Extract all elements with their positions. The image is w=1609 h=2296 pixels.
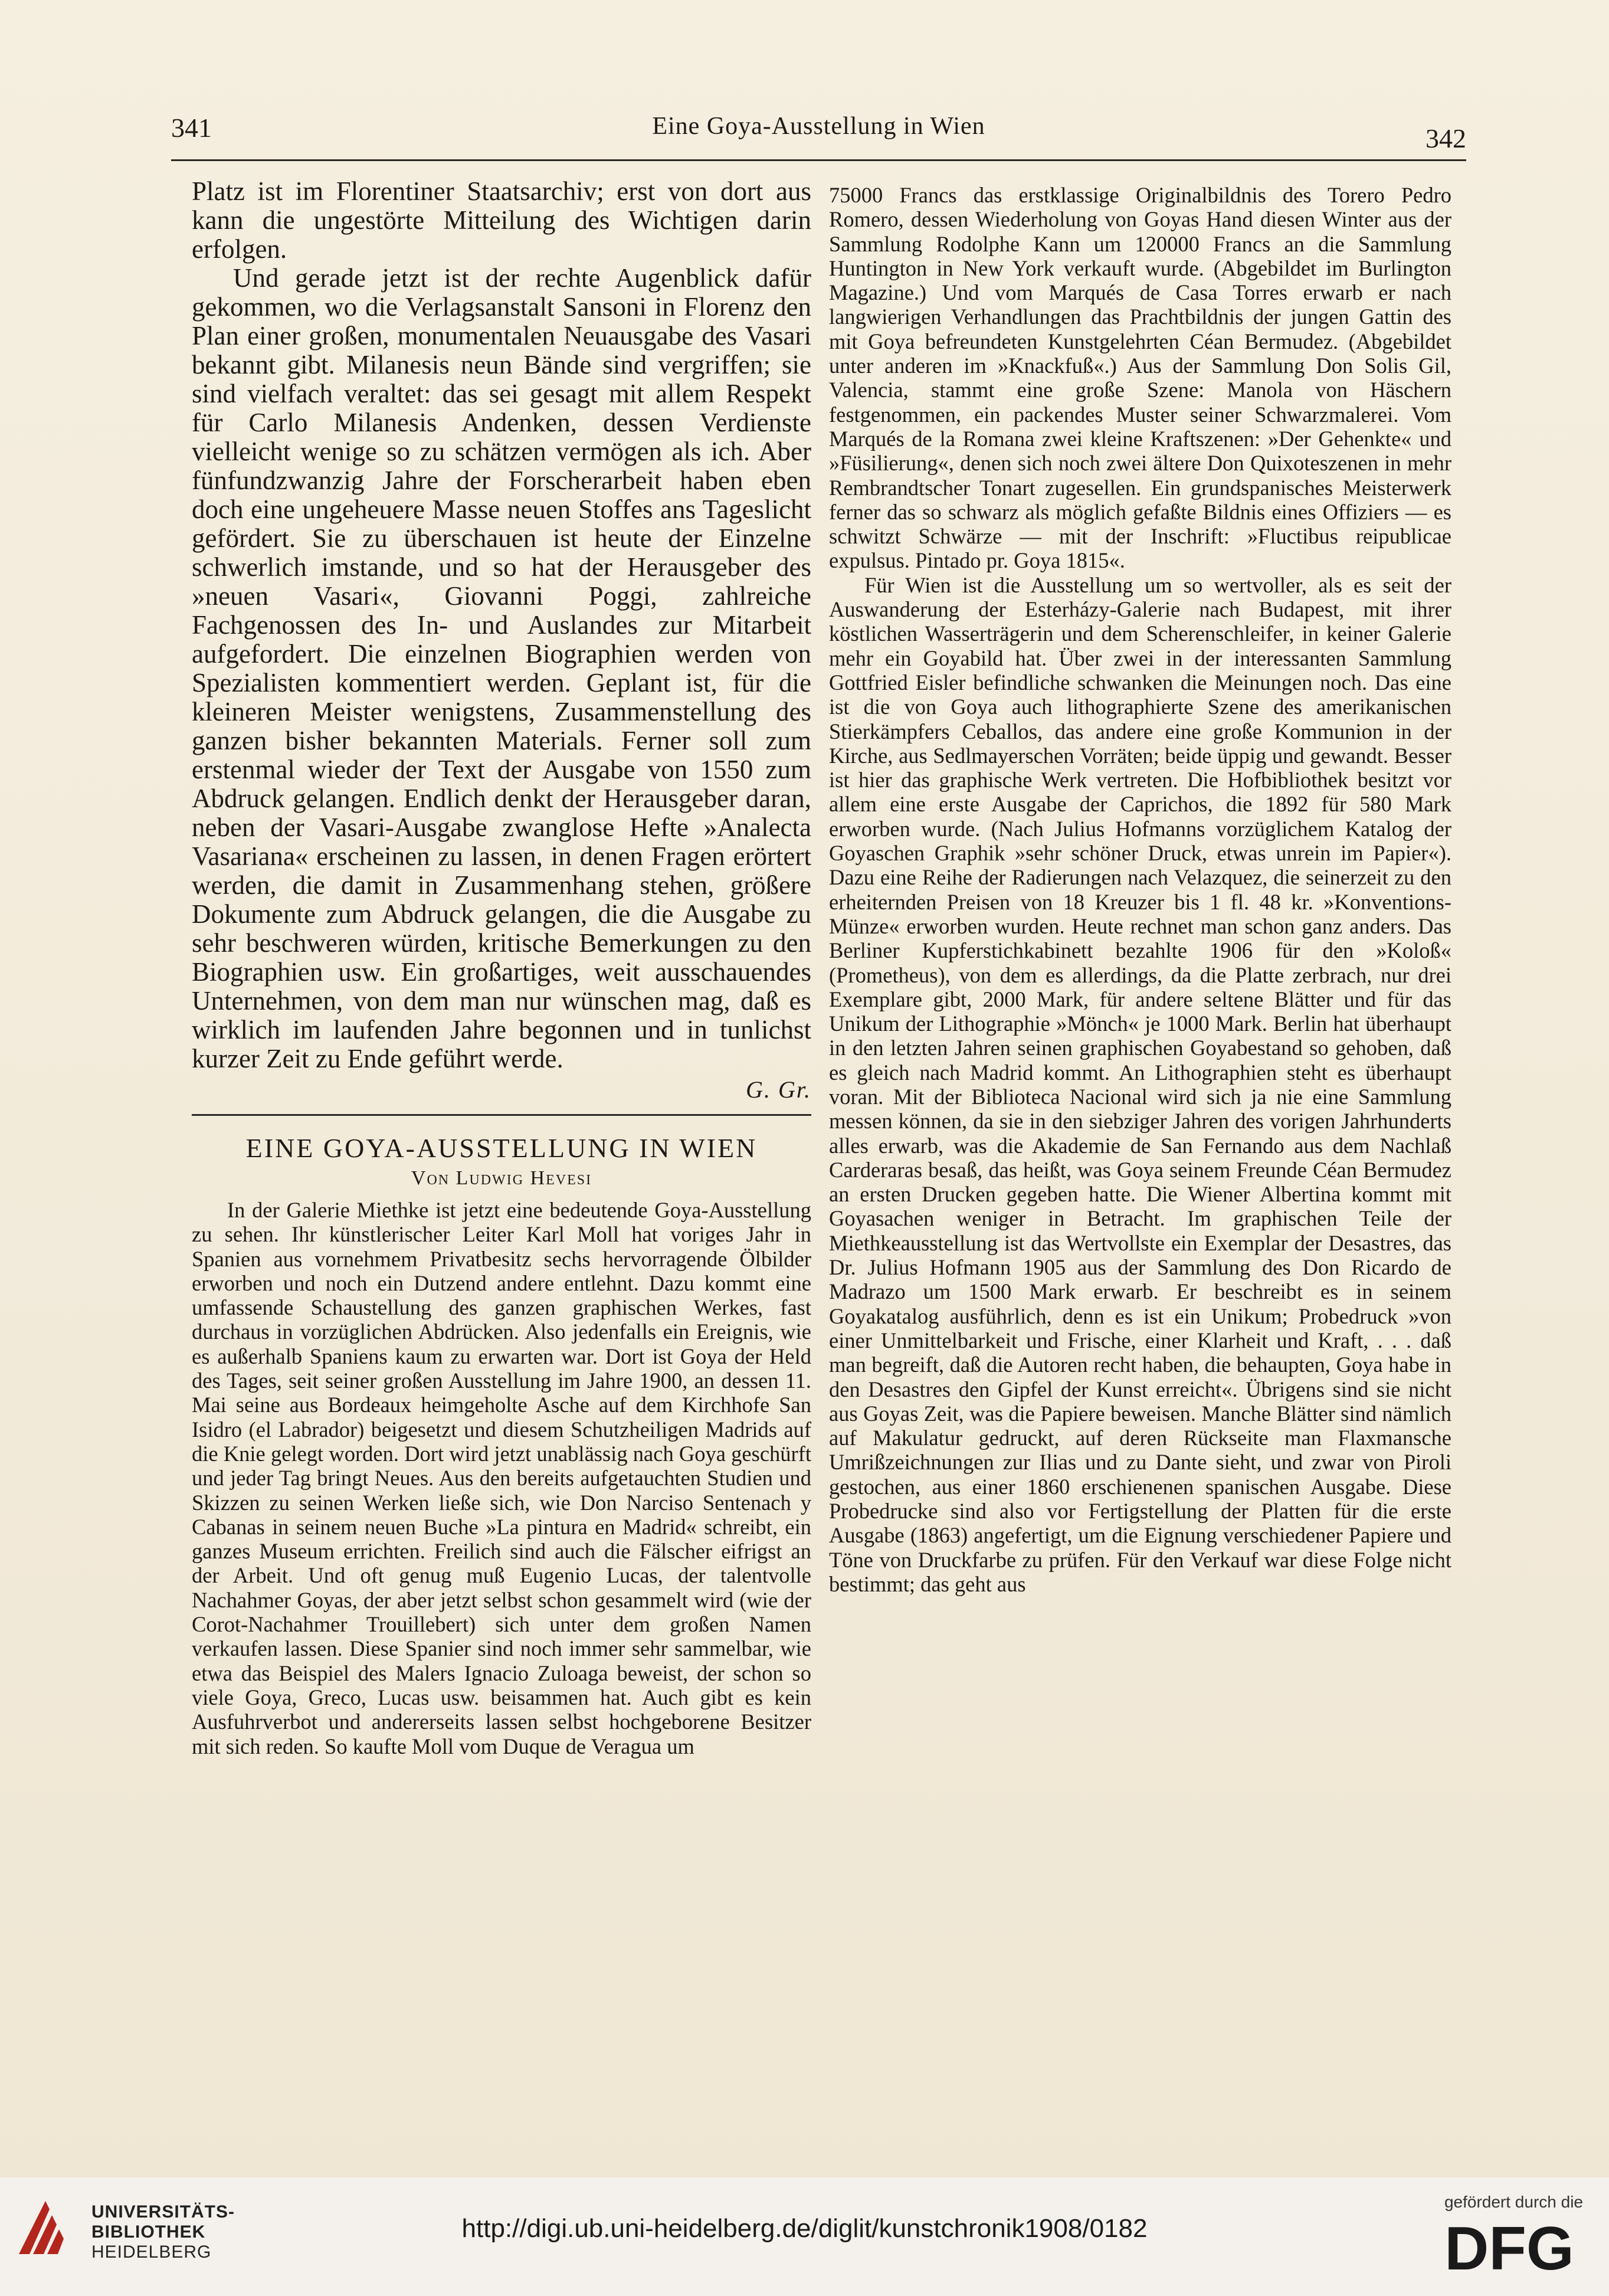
- digitization-footer: [0, 2177, 1609, 2296]
- paragraph: Platz ist im Florentiner Staatsarchiv; erst von dort aus kann die ungestörte Mitteilung des Wichtigen darin erfolgen.: [192, 176, 811, 264]
- permalink-url[interactable]: http://digi.ub.uni-heidelberg.de/diglit/kunstchronik1908/0182: [461, 2214, 1148, 2243]
- paragraph: In der Galerie Miethke ist jetzt eine bedeutende Goya-Ausstellung zu sehen. Ihr künstlerischer Leiter Karl Moll hat voriges Jahr in Spanien aus vornehmem Privatbesitz sechs hervorragende Ölbilder erworben und noch ein Dutzend andere entlehnt. Dazu kommt eine umfassende Schaustellung des ganzen graphischen Werkes, fast durchaus in vorzüglichen Abdrücken. Also jedenfalls ein Ereignis, wie es außerhalb Spaniens kaum zu erwarten war. Dort ist Goya der Held des Tages, seit seiner großen Ausstellung im Jahre 1900, an dessen 11. Mai seine aus Bordeaux heimgeholte Asche auf dem Kirchhofe San Isidro (el Labrador) beigesetzt und diesem Schutzheiligen Madrids auf die Knie gelegt worden. Dort wird jetzt unablässig nach Goya geschürft und jeder Tag bringt Neues. Aus den bereits aufgetauchten Studien und Skizzen zu seinen Werken ließe sich, wie Don Narciso Sentenach y Cabanas in seinem neuen Buche »La pintura en Madrid« schreibt, ein ganzes Museum errichten. Freilich sind auch die Fälscher eifrigst an der Arbeit. Und oft genug muß Eugenio Lucas, der talentvolle Nachahmer Goyas, der aber jetzt selbst schon gesammelt wird (wie der Corot-Nachahmer Trouillebert) sich unter dem großen Namen verkaufen lassen. Diese Spanier sind noch immer sehr sammelbar, wie etwa das Beispiel des Malers Ignacio Zuloaga beweist, der schon so viele Goya, Greco, Lucas usw. beisammen hat. Auch gibt es kein Ausfuhrverbot und andererseits lassen selbst hochgeborene Besitzer mit sich reden. So kaufte Moll vom Duque de Veragua um: [192, 1198, 811, 1758]
- paragraph: Und gerade jetzt ist der rechte Augenblick dafür gekommen, wo die Verlagsanstalt Sansoni in Florenz den Plan einer großen, monumentalen Neuausgabe des Vasari bekannt gibt. Milanesis neun Bände sind vergriffen; sie sind vielfach veraltet: das sei gesagt mit allem Respekt für Carlo Milanesis Andenken, dessen Verdienste vielleicht wenige so zu schätzen vermögen als ich. Aber fünfundzwanzig Jahre der Forscherarbeit haben eben doch eine ungeheuere Masse neuen Stoffes ans Tageslicht gefördert. Sie zu überschauen ist heute der Einzelne schwerlich imstande, und so hat der Herausgeber des »neuen Vasari«, Giovanni Poggi, zahlreiche Fachgenossen des In- und Auslandes zur Mitarbeit aufgefordert. Die einzelnen Biographien werden von Spezialisten kommentiert werden. Geplant ist, für die kleineren Meister wenigstens, Zusammenstellung des ganzen bisher bekannten Materials. Ferner soll zum erstenmal wieder der Text der Ausgabe von 1550 zum Abdruck gelangen. Endlich denkt der Herausgeber daran, neben der Vasari-Ausgabe zwanglose Hefte »Analecta Vasariana« erscheinen zu lassen, in denen Fragen erörtert werden, die damit in Zusammenhang stehen, größere Dokumente zum Abdruck gelangen, die die Ausgabe zu sehr beschweren würden, kritische Bemerkungen zu den Biographien usw. Ein großartiges, weit ausschauendes Unternehmen, von dem man nur wünschen mag, daß es wirklich im laufenden Jahre begonnen und in tunlichst kurzer Zeit zu Ende geführt werde.: [192, 263, 811, 1073]
- running-header: [171, 106, 1466, 161]
- library-name-line: BIBLIOTHEK: [91, 2222, 206, 2242]
- page-number-right: 342: [1426, 123, 1466, 153]
- dfg-logo-icon: [1436, 2218, 1583, 2277]
- article-author: Von Ludwig Hevesi: [411, 1167, 592, 1189]
- library-name-line: UNIVERSITÄTS-: [91, 2202, 235, 2222]
- left-column: [192, 177, 811, 1758]
- right-column: [829, 183, 1451, 1596]
- funding-note: gefördert durch die: [1444, 2193, 1583, 2211]
- author-signature: G. Gr.: [746, 1076, 811, 1103]
- paragraph: 75000 Francs das erstklassige Originalbildnis des Torero Pedro Romero, dessen Wiederholung von Goyas Hand diesen Winter aus der Sammlung Rodolphe Kann um 120000 Francs an die Sammlung Huntington in New York verkauft wurde. (Abgebildet im Burlington Magazine.) Und vom Marqués de Casa Torres erwarb er nach langwierigen Verhandlungen das Prachtbildnis der jungen Gattin des mit Goya befreundeten Kunstgelehrten Céan Bermudez. (Abgebildet unter anderen im »Knackfuß«.) Aus der Sammlung Don Solis Gil, Valencia, stammt eine große Szene: Manola von Häschern festgenommen, ein packendes Muster seiner Schwarzmalerei. Vom Marqués de la Romana zwei kleine Kraftszenen: »Der Gehenkte« und »Füsilierung«, denen sich noch zwei ältere Don Quixoteszenen in mehr Rembrandtscher Tonart zugesellen. Ein grundspanisches Meisterwerk ferner das so schwarz als möglich gefaßte Bildnis eines Offiziers — es schwitzt Schwärze — mit der Inschrift: »Fluctibus reipublicae expulsus. Pintado pr. Goya 1815«.: [829, 183, 1451, 573]
- page-number-left: 341: [171, 113, 212, 143]
- running-title: Eine Goya-Ausstellung in Wien: [652, 113, 985, 140]
- paragraph: Für Wien ist die Ausstellung um so wertvoller, als es seit der Auswanderung der Esterházy-Galerie nach Budapest, mit ihrer köstlichen Wasserträgerin und dem Scherenschleifer, in keiner Galerie mehr ein Goyabild hat. Über zwei in der interessanten Sammlung Gottfried Eisler befindliche schwanken die Meinungen noch. Das eine ist die von Goya auch lithographierte Szene des amerikanischen Stierkämpfers Ceballos, das andere eine große Kommunion in der Kirche, aus Sedlmayerschen Vorräten; beide üppig und gewandt. Besser ist hier das graphische Werk vertreten. Die Hofbibliothek besitzt vor allem eine erste Ausgabe der Caprichos, die 1892 für 580 Mark erworben wurde. (Nach Julius Hofmanns vorzüglichem Katalog der Goyaschen Graphik »sehr schöner Druck, etwas unrein im Papier«). Dazu eine Reihe der Radierungen nach Velazquez, die seinerzeit zu den erheiternden Preisen von 18 Kreuzer bis 1 fl. 48 kr. »Konventions-Münze« erworben wurden. Heute rechnet man schon ganz anders. Das Berliner Kupferstichkabinett bezahlte 1906 für den »Koloß« (Prometheus), von dem es allerdings, da die Platte zerbrach, nur drei Exemplare gibt, 2000 Mark, für andere seltene Blätter und für das Unikum der Lithographie »Mönch« je 1000 Mark. Berlin hat überhaupt in den letzten Jahren seinen graphischen Goyabestand so gehoben, daß es gleich nach Madrid kommt. An Lithographien steht es überhaupt voran. Mit der Biblioteca Nacional wird sich ja nie eine Sammlung messen können, da sie in den siebziger Jahren des vorigen Jahrhunderts alles erwarb, was die Akademie de San Fernando aus dem Nachlaß Carderaras besaß, das heißt, was Goya seinem Freunde Céan Bermudez an ersten Drucken gegeben hatte. Die Wiener Albertina kommt mit Goyasachen weniger in Betracht. Im graphischen Teile der Miethkeausstellung ist das Wertvollste ein Exemplar der Desastres, das Dr. Julius Hofmann 1905 aus der Sammlung des Don Ricardo de Madrazo um 1500 Mark erwarb. Er beschreibt es in seinem Goyakatalog ausführlich, denn es ist ein Unikum; Probedruck »von einer Unmittelbarkeit und Frische, einer Klarheit und Kraft, . . . daß man begreift, daß die Autoren recht haben, die behaupten, Goya habe in den Desastres den Gipfel der Kunst erreicht«. Übrigens sind sie nicht aus Goyas Zeit, was die Papiere beweisen. Manche Blätter sind nämlich auf Makulatur gedruckt, auf deren Rückseite man Flaxmansche Umrißzeichnungen zur Ilias und zu Dante sieht, und zwar von Piroli gestochen, aus einer 1860 erschienenen spanischen Ausgabe. Diese Probedrucke sind also vor Fertigstellung der Platten für die erste Ausgabe (1863) angefertigt, um die Eignung verschiedener Papiere und Töne von Druckfarbe zu prüfen. Für den Verkauf war diese Folge nicht bestimmt; das geht aus: [829, 572, 1451, 1596]
- article-title: EINE GOYA-AUSSTELLUNG IN WIEN: [245, 1133, 758, 1163]
- section-divider: [192, 1114, 811, 1116]
- library-name-line: HEIDELBERG: [91, 2242, 212, 2262]
- dfg-logo-text: DFG: [1444, 2218, 1574, 2277]
